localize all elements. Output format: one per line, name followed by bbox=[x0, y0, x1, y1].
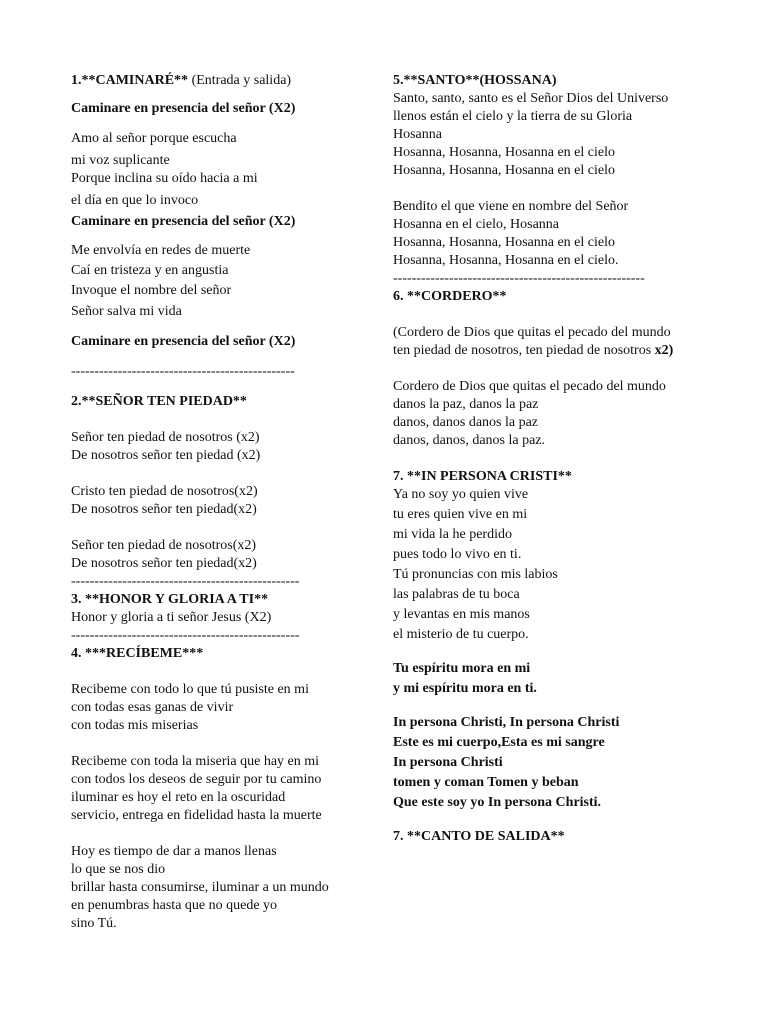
lyric-line: pues todo lo vivo en ti. bbox=[393, 547, 522, 562]
lyric-line: Tú pronuncias con mis labios bbox=[393, 567, 558, 582]
song-title-recibeme: 4. ***RECÍBEME*** bbox=[71, 646, 204, 661]
lyric-line: Hosanna, Hosanna, Hosanna en el cielo. bbox=[393, 253, 619, 268]
repeat-marker: x2) bbox=[654, 343, 674, 358]
chorus-line: Caminare en presencia del señor (X2) bbox=[71, 334, 296, 349]
lyric-line: Caí en tristeza y en angustia bbox=[71, 263, 229, 278]
song-title-honor-y-gloria: 3. **HONOR Y GLORIA A TI** bbox=[71, 592, 269, 607]
lyric-line: Cordero de Dios que quitas el pecado del mundo bbox=[393, 379, 666, 394]
lyric-line: Hoy es tiempo de dar a manos llenas bbox=[71, 844, 277, 859]
lyric-line-bold: Este es mi cuerpo,Esta es mi sangre bbox=[393, 735, 605, 750]
lyric-line: (Cordero de Dios que quitas el pecado del mundo bbox=[393, 325, 671, 340]
lyric-line: De nosotros señor ten piedad(x2) bbox=[71, 556, 257, 571]
left-column bbox=[71, 72, 371, 933]
lyric-line: iluminar es hoy el reto en la oscuridad bbox=[71, 790, 286, 805]
lyric-line: mi voz suplicante bbox=[71, 153, 170, 168]
lyric-line: Santo, santo, santo es el Señor Dios del Universo bbox=[393, 91, 669, 106]
lyric-line: Hosanna bbox=[393, 127, 442, 142]
lyric-line: brillar hasta consumirse, iluminar a un mundo bbox=[71, 880, 329, 895]
lyric-line: sino Tú. bbox=[71, 916, 117, 931]
lyric-line: De nosotros señor ten piedad (x2) bbox=[71, 448, 261, 463]
lyric-line: Ya no soy yo quien vive bbox=[393, 487, 529, 502]
lyric-line: De nosotros señor ten piedad(x2) bbox=[71, 502, 257, 517]
chorus-line: Caminare en presencia del señor (X2) bbox=[71, 214, 296, 229]
lyric-line: Bendito el que viene en nombre del Señor bbox=[393, 199, 629, 214]
lyric-line: Honor y gloria a ti señor Jesus (X2) bbox=[71, 610, 272, 625]
lyric-line: y levantas en mis manos bbox=[393, 607, 530, 622]
lyric-line bbox=[393, 180, 723, 198]
lyric-line-bold: tomen y coman Tomen y beban bbox=[393, 775, 579, 790]
lyric-line: con todas esas ganas de vivir bbox=[71, 700, 234, 715]
song-title-in-persona-cristi: 7. **IN PERSONA CRISTI** bbox=[393, 469, 572, 484]
song-title-santo: 5.**SANTO**(HOSSANA) bbox=[393, 73, 557, 88]
lyric-line: Señor salva mi vida bbox=[71, 304, 182, 319]
lyric-line: danos, danos, danos la paz. bbox=[393, 433, 546, 448]
lyric-line bbox=[71, 825, 371, 843]
lyric-line: llenos están el cielo y la tierra de su Gloria bbox=[393, 109, 633, 124]
lyric-line: Cristo ten piedad de nosotros(x2) bbox=[71, 484, 258, 499]
lyric-line: Hosanna, Hosanna, Hosanna en el cielo bbox=[393, 235, 615, 250]
song-title-cordero: 6. **CORDERO** bbox=[393, 289, 507, 304]
lyric-line: lo que se nos dio bbox=[71, 862, 166, 877]
section-divider: ------------------------------------------------- bbox=[71, 628, 300, 643]
lyric-line: Hosanna en el cielo, Hosanna bbox=[393, 217, 559, 232]
lyric-line bbox=[71, 735, 371, 753]
lyric-line: tu eres quien vive en mi bbox=[393, 507, 528, 522]
lyric-line-bold: In persona Christi, In persona Christi bbox=[393, 715, 620, 730]
section-divider: ------------------------------------------------- bbox=[71, 574, 300, 589]
lyric-line: el día en que lo invoco bbox=[71, 193, 199, 208]
lyric-line: Invoque el nombre del señor bbox=[71, 283, 232, 298]
lyric-line: Me envolvía en redes de muerte bbox=[71, 243, 251, 258]
lyric-line: Señor ten piedad de nosotros(x2) bbox=[71, 538, 257, 553]
lyric-line: con todos los deseos de seguir por tu camino bbox=[71, 772, 322, 787]
lyric-line: con todas mis miserias bbox=[71, 718, 199, 733]
song-title-caminare-subtitle: (Entrada y salida) bbox=[188, 73, 292, 88]
lyric-line: danos, danos danos la paz bbox=[393, 415, 539, 430]
lyric-line: Recibeme con toda la miseria que hay en mi bbox=[71, 754, 320, 769]
lyric-line: danos la paz, danos la paz bbox=[393, 397, 539, 412]
lyric-line: Amo al señor porque escucha bbox=[71, 131, 237, 146]
lyric-line: Recibeme con todo lo que tú pusiste en mi bbox=[71, 682, 309, 697]
lyric-line-bold: y mi espíritu mora en ti. bbox=[393, 681, 537, 696]
lyric-line bbox=[71, 465, 371, 483]
lyric-line: las palabras de tu boca bbox=[393, 587, 520, 602]
lyric-line: servicio, entrega en fidelidad hasta la muerte bbox=[71, 808, 322, 823]
lyric-line-bold: Que este soy yo In persona Christi. bbox=[393, 795, 602, 810]
song-title-canto-de-salida: 7. **CANTO DE SALIDA** bbox=[393, 829, 565, 844]
lyric-line-bold: Tu espíritu mora en mi bbox=[393, 661, 531, 676]
lyric-line: Porque inclina su oído hacia a mi bbox=[71, 171, 258, 186]
lyric-line bbox=[71, 519, 371, 537]
lyric-line: mi vida la he perdido bbox=[393, 527, 512, 542]
song-title-caminare bbox=[71, 72, 371, 90]
song-title-senor-ten-piedad: 2.**SEÑOR TEN PIEDAD** bbox=[71, 394, 247, 409]
chorus-line: Caminare en presencia del señor (X2) bbox=[71, 101, 296, 116]
lyric-line: Señor ten piedad de nosotros (x2) bbox=[71, 430, 260, 445]
lyric-line: Hosanna, Hosanna, Hosanna en el cielo bbox=[393, 145, 615, 160]
song-title-caminare-bold: 1.**CAMINARÉ** bbox=[71, 73, 189, 88]
lyric-line: el misterio de tu cuerpo. bbox=[393, 627, 529, 642]
section-divider: ------------------------------------------------ bbox=[71, 364, 295, 379]
right-column bbox=[393, 72, 723, 846]
lyric-line-bold: In persona Christi bbox=[393, 755, 503, 770]
lyric-line: en penumbras hasta que no quede yo bbox=[71, 898, 278, 913]
section-divider: ------------------------------------------------------ bbox=[393, 271, 645, 286]
lyric-line-text: ten piedad de nosotros, ten piedad de nosotros bbox=[393, 343, 655, 358]
lyric-line-mixed bbox=[393, 342, 723, 360]
lyric-line: Hosanna, Hosanna, Hosanna en el cielo bbox=[393, 163, 615, 178]
